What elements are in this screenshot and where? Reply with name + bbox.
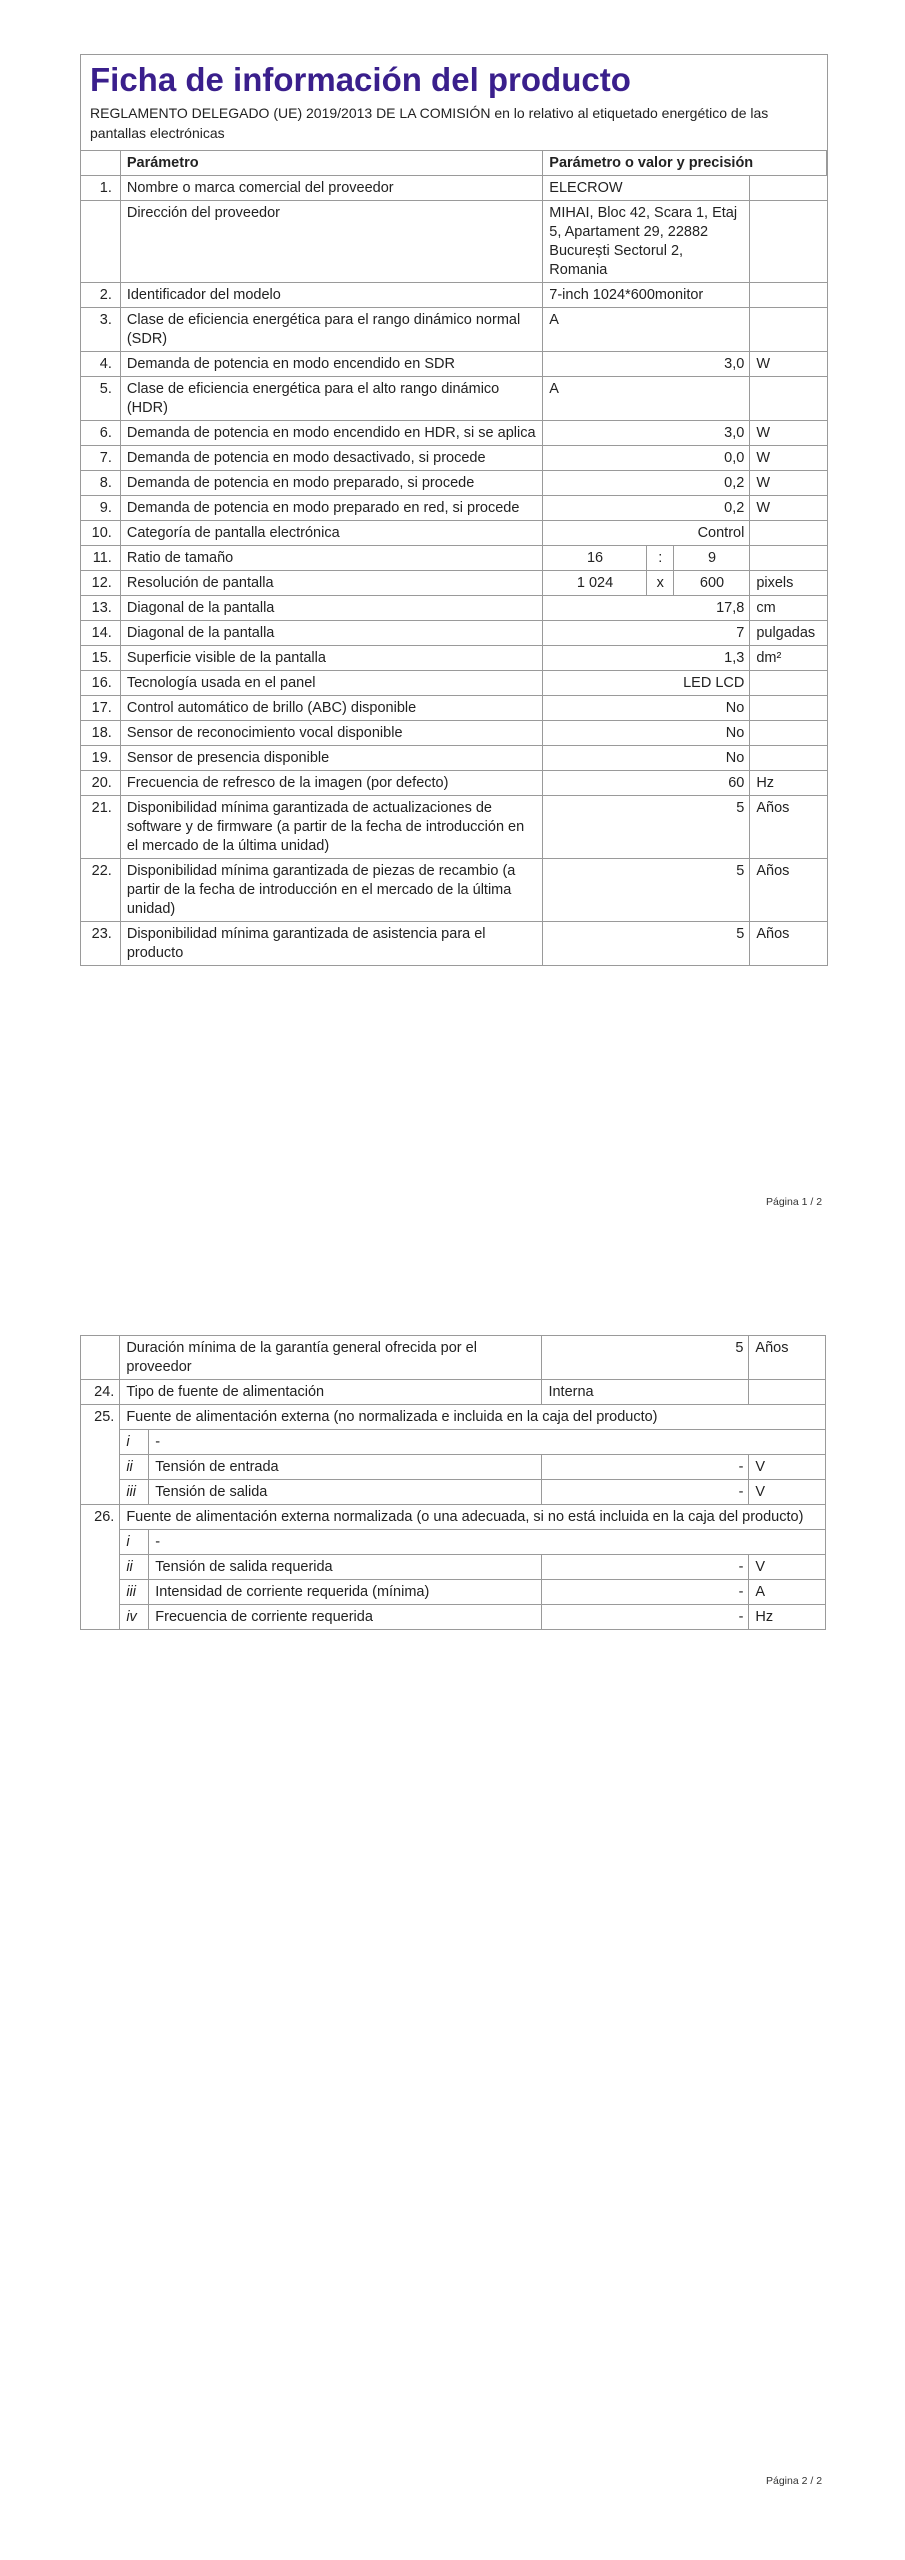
row-unit: pixels — [750, 571, 827, 596]
row-value: 7 — [543, 621, 750, 646]
sub-row — [81, 1480, 826, 1505]
row-unit: Años — [750, 922, 827, 966]
row-value: A — [543, 377, 750, 421]
row-value: No — [543, 746, 750, 771]
row-param: Clase de eficiencia energética para el alto rango dinámico (HDR) — [120, 377, 542, 421]
sub-param: Intensidad de corriente requerida (mínima) — [149, 1580, 542, 1605]
table-row — [81, 859, 827, 922]
row-unit: dm² — [750, 646, 827, 671]
resolution-height: 600 — [673, 571, 750, 596]
row-num: 13. — [81, 596, 120, 621]
resolution-separator: x — [646, 571, 673, 596]
table-row — [81, 176, 827, 201]
row-value: 7-inch 1024*600monitor — [543, 283, 750, 308]
row-unit — [750, 201, 827, 283]
row-param: Disponibilidad mínima garantizada de actualizaciones de software y de firmware (a partir de la fecha de introducción en el mercado de la última unidad) — [120, 796, 542, 859]
row-param: Duración mínima de la garantía general ofrecida por el proveedor — [120, 1336, 542, 1380]
sub-unit: Hz — [749, 1605, 826, 1630]
sub-index: iii — [120, 1580, 149, 1605]
row-param: Dirección del proveedor — [120, 201, 542, 283]
sub-param: Tensión de salida — [149, 1480, 542, 1505]
row-param: Demanda de potencia en modo encendido en HDR, si se aplica — [120, 421, 542, 446]
table-row — [81, 521, 827, 546]
sub-value: - — [542, 1555, 749, 1580]
table-row — [81, 646, 827, 671]
table-row — [81, 201, 827, 283]
page-number-1: Página 1 / 2 — [766, 1196, 823, 1208]
table-row — [81, 721, 827, 746]
row-num: 19. — [81, 746, 120, 771]
row-param: Clase de eficiencia energética para el rango dinámico normal (SDR) — [120, 308, 542, 352]
row-num: 12. — [81, 571, 120, 596]
row-unit — [750, 546, 827, 571]
row-num: 23. — [81, 922, 120, 966]
row-param: Diagonal de la pantalla — [120, 596, 542, 621]
sub-row — [81, 1605, 826, 1630]
row-unit — [750, 696, 827, 721]
sub-row — [81, 1555, 826, 1580]
sub-row — [81, 1530, 826, 1555]
row-value: 17,8 — [543, 596, 750, 621]
table-row — [81, 308, 827, 352]
row-unit — [750, 521, 827, 546]
product-info-table-continued — [80, 1335, 826, 1630]
row-unit: pulgadas — [750, 621, 827, 646]
sub-param: Tensión de salida requerida — [149, 1555, 542, 1580]
table-row — [81, 471, 827, 496]
sub-index: iv — [120, 1605, 149, 1630]
row-num: 7. — [81, 446, 120, 471]
row-value: 5 — [543, 922, 750, 966]
table-row — [81, 621, 827, 646]
table-row — [81, 446, 827, 471]
table-row — [81, 1380, 826, 1405]
table-row — [81, 696, 827, 721]
table-row — [81, 1505, 826, 1530]
row-num: 8. — [81, 471, 120, 496]
row-param: Frecuencia de refresco de la imagen (por defecto) — [120, 771, 542, 796]
row-num: 18. — [81, 721, 120, 746]
row-value: 5 — [543, 859, 750, 922]
table-row — [81, 546, 827, 571]
row-unit: Años — [750, 796, 827, 859]
sub-param: - — [149, 1530, 826, 1555]
row-num: 15. — [81, 646, 120, 671]
row-value: 60 — [543, 771, 750, 796]
table-row — [81, 796, 827, 859]
sub-index: i — [120, 1430, 149, 1455]
header-num — [81, 151, 120, 176]
row-unit — [750, 671, 827, 696]
row-value: LED LCD — [543, 671, 750, 696]
row-param: Tecnología usada en el panel — [120, 671, 542, 696]
row-param: Control automático de brillo (ABC) disponible — [120, 696, 542, 721]
table-row — [81, 571, 827, 596]
row-value: 3,0 — [543, 421, 750, 446]
row-param: Demanda de potencia en modo encendido en SDR — [120, 352, 542, 377]
row-num: 6. — [81, 421, 120, 446]
header-param: Parámetro — [120, 151, 542, 176]
row-param: Superficie visible de la pantalla — [120, 646, 542, 671]
page-title: Ficha de información del producto — [90, 61, 631, 98]
row-unit: cm — [750, 596, 827, 621]
row-unit: W — [750, 352, 827, 377]
row-value: A — [543, 308, 750, 352]
row-param: Nombre o marca comercial del proveedor — [120, 176, 542, 201]
row-num: 1. — [81, 176, 120, 201]
table-row — [81, 377, 827, 421]
row-num: 3. — [81, 308, 120, 352]
row-unit — [750, 176, 827, 201]
row-unit: W — [750, 446, 827, 471]
row-param: Diagonal de la pantalla — [120, 621, 542, 646]
sub-index: ii — [120, 1555, 149, 1580]
sub-row — [81, 1455, 826, 1480]
row-num: 21. — [81, 796, 120, 859]
product-info-sheet-page-2 — [80, 1335, 826, 1630]
row-param: Disponibilidad mínima garantizada de piezas de recambio (a partir de la fecha de introducción en el mercado de la última unidad) — [120, 859, 542, 922]
row-num: 2. — [81, 283, 120, 308]
ratio-height: 9 — [673, 546, 750, 571]
row-param: Sensor de reconocimiento vocal disponible — [120, 721, 542, 746]
table-row — [81, 1336, 826, 1380]
table-row — [81, 496, 827, 521]
row-value: 3,0 — [543, 352, 750, 377]
row-num: 26. — [81, 1505, 120, 1630]
row-unit: W — [750, 471, 827, 496]
row-param: Sensor de presencia disponible — [120, 746, 542, 771]
row-unit: W — [750, 421, 827, 446]
row-num: 25. — [81, 1405, 120, 1505]
row-value: No — [543, 721, 750, 746]
row-value: ELECROW — [543, 176, 750, 201]
row-value: Control — [543, 521, 750, 546]
row-param: Demanda de potencia en modo preparado en red, si procede — [120, 496, 542, 521]
table-row — [81, 283, 827, 308]
row-value: 1,3 — [543, 646, 750, 671]
row-num — [81, 1336, 120, 1380]
row-param: Fuente de alimentación externa normalizada (o una adecuada, si no está incluida en la caja del producto) — [120, 1505, 826, 1530]
sub-row — [81, 1430, 826, 1455]
table-row — [81, 771, 827, 796]
table-row — [81, 922, 827, 966]
ratio-width: 16 — [543, 546, 647, 571]
row-value: 0,0 — [543, 446, 750, 471]
row-num: 24. — [81, 1380, 120, 1405]
row-unit — [750, 746, 827, 771]
sub-unit: V — [749, 1480, 826, 1505]
table-row — [81, 746, 827, 771]
row-unit: W — [750, 496, 827, 521]
row-unit: Hz — [750, 771, 827, 796]
sub-param: Frecuencia de corriente requerida — [149, 1605, 542, 1630]
table-row — [81, 671, 827, 696]
row-value: No — [543, 696, 750, 721]
sub-row — [81, 1580, 826, 1605]
row-num: 11. — [81, 546, 120, 571]
sub-param: Tensión de entrada — [149, 1455, 542, 1480]
sub-index: i — [120, 1530, 149, 1555]
row-unit — [750, 308, 827, 352]
row-unit — [749, 1380, 826, 1405]
row-value: 0,2 — [543, 471, 750, 496]
row-param: Resolución de pantalla — [120, 571, 542, 596]
sub-index: iii — [120, 1480, 149, 1505]
row-num — [81, 201, 120, 283]
sub-unit: V — [749, 1455, 826, 1480]
sub-value: - — [542, 1480, 749, 1505]
table-row — [81, 1405, 826, 1430]
table-row — [81, 421, 827, 446]
row-value: 0,2 — [543, 496, 750, 521]
row-num: 16. — [81, 671, 120, 696]
ratio-separator: : — [646, 546, 673, 571]
row-unit: Años — [749, 1336, 826, 1380]
page-number-2: Página 2 / 2 — [766, 2475, 823, 2487]
row-param: Categoría de pantalla electrónica — [120, 521, 542, 546]
row-num: 22. — [81, 859, 120, 922]
table-row — [81, 352, 827, 377]
sub-value: - — [542, 1580, 749, 1605]
row-param: Demanda de potencia en modo desactivado, si procede — [120, 446, 542, 471]
row-num: 5. — [81, 377, 120, 421]
row-unit — [750, 721, 827, 746]
row-param: Identificador del modelo — [120, 283, 542, 308]
row-unit — [750, 377, 827, 421]
regulation-subtitle: REGLAMENTO DELEGADO (UE) 2019/2013 DE LA COMISIÓN en lo relativo al etiquetado energético de las pantallas electrónicas — [81, 103, 827, 151]
row-num: 14. — [81, 621, 120, 646]
row-param: Ratio de tamaño — [120, 546, 542, 571]
row-num: 17. — [81, 696, 120, 721]
sub-param: - — [149, 1430, 826, 1455]
row-num: 10. — [81, 521, 120, 546]
table-header-row — [81, 151, 827, 176]
row-value: MIHAI, Bloc 42, Scara 1, Etaj 5, Apartament 29, 22882 București Sectorul 2, Romania — [543, 201, 750, 283]
sub-unit: V — [749, 1555, 826, 1580]
row-param: Disponibilidad mínima garantizada de asistencia para el producto — [120, 922, 542, 966]
row-num: 20. — [81, 771, 120, 796]
row-value: 5 — [543, 796, 750, 859]
header-value-text: Parámetro o valor y precisión — [549, 155, 754, 171]
row-unit: Años — [750, 859, 827, 922]
product-info-sheet-page-1 — [80, 54, 828, 966]
row-num: 4. — [81, 352, 120, 377]
row-param: Fuente de alimentación externa (no normalizada e incluida en la caja del producto) — [120, 1405, 826, 1430]
row-unit — [750, 283, 827, 308]
sub-value: - — [542, 1605, 749, 1630]
row-value: 5 — [542, 1336, 749, 1380]
product-info-table — [81, 151, 827, 965]
row-param: Demanda de potencia en modo preparado, si procede — [120, 471, 542, 496]
sub-value: - — [542, 1455, 749, 1480]
row-param: Tipo de fuente de alimentación — [120, 1380, 542, 1405]
row-num: 9. — [81, 496, 120, 521]
table-row — [81, 596, 827, 621]
sub-unit: A — [749, 1580, 826, 1605]
resolution-width: 1 024 — [543, 571, 647, 596]
row-value: Interna — [542, 1380, 749, 1405]
sub-index: ii — [120, 1455, 149, 1480]
header-value — [543, 151, 827, 176]
